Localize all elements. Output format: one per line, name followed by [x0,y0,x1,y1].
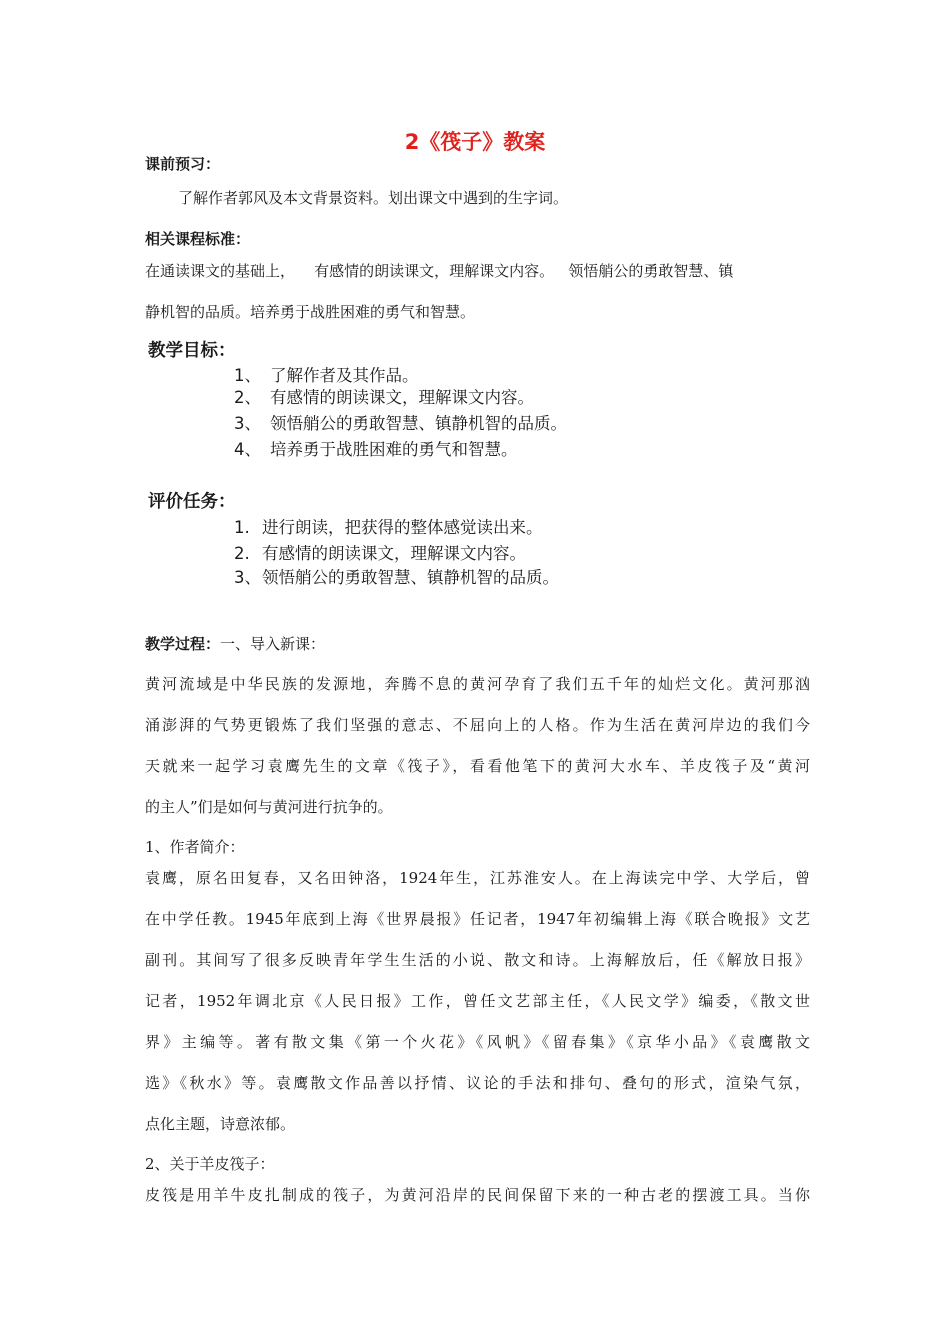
task-text: 进行朗读，把获得的整体感觉读出来。 [262,518,543,537]
objective-item [234,410,567,434]
task-number: 1. [234,518,250,537]
objective-item [234,384,534,408]
objective-item [234,436,518,460]
process-subheading: 一、导入新课： [220,635,326,653]
author-line: 袁鹰，原名田复春，又名田钟洛，1924年生，江苏淮安人。在上海读完中学、大学后，曾 [145,869,810,887]
intro-line: 天就来一起学习袁鹰先生的文章《筏子》，看看他笔下的黄河大水车、羊皮筏子及“黄河 [145,757,810,775]
task-item [234,540,526,564]
objective-text: 了解作者及其作品。 [270,366,419,385]
standards-line-1: 在通读课文的基础上， 有感情的朗读课文，理解课文内容。 领悟艄公的勇敢智慧、镇 [145,262,734,280]
document-title: 2《筏子》教案 [404,130,546,154]
author-line: 在中学任教。1945年底到上海《世界晨报》任记者，1947年初编辑上海《联合晚报》文艺 [145,910,810,928]
intro-line: 黄河流域是中华民族的发源地，奔腾不息的黄河孕育了我们五千年的灿烂文化。黄河那汹 [145,675,810,693]
objective-text: 有感情的朗读课文，理解课文内容。 [270,388,534,407]
objectives-heading: 教学目标： [148,341,236,361]
objective-number: 2、 [234,388,261,407]
objective-text: 培养勇于战胜困难的勇气和智慧。 [270,440,518,459]
task-number: 2. [234,544,250,563]
objective-number: 3、 [234,414,261,433]
raft-line: 皮筏是用羊牛皮扎制成的筏子，为黄河沿岸的民间保留下来的一种古老的摆渡工具。当你 [145,1186,810,1204]
author-heading: 1、作者简介： [145,838,245,856]
author-line: 副刊。其间写了很多反映青年学生生活的小说、散文和诗。上海解放后，任《解放日报》 [145,951,810,969]
objective-text: 领悟艄公的勇敢智慧、镇静机智的品质。 [270,414,567,433]
objective-number: 4、 [234,440,261,459]
author-line: 选》《秋水》等。袁鹰散文作品善以抒情、议论的手法和排句、叠句的形式，渲染气氛， [145,1074,810,1092]
preview-text: 了解作者郭风及本文背景资料。划出课文中遇到的生字词。 [178,189,569,207]
task-text: 有感情的朗读课文，理解课文内容。 [262,544,526,563]
task-text: 领悟艄公的勇敢智慧、镇静机智的品质。 [262,568,559,587]
task-item [234,564,559,588]
objective-item [234,362,419,386]
preview-heading: 课前预习： [145,155,221,173]
tasks-heading: 评价任务： [148,492,236,512]
process-heading: 教学过程： [145,635,221,653]
objective-number: 1、 [234,366,261,385]
intro-line: 涌澎湃的气势更锻炼了我们坚强的意志、不屈向上的人格。作为生活在黄河岸边的我们今 [145,716,810,734]
author-line: 记者，1952年调北京《人民日报》工作，曾任文艺部主任，《人民文学》编委，《散文世 [145,992,810,1010]
process-heading-line [145,634,810,654]
task-number: 3、 [234,568,261,587]
intro-line: 的主人”们是如何与黄河进行抗争的。 [145,798,393,816]
task-item [234,514,543,538]
standards-heading: 相关课程标准： [145,230,251,248]
standards-line-2: 静机智的品质。培养勇于战胜困难的勇气和智慧。 [145,303,476,321]
author-line: 界》主编等。著有散文集《第一个火花》《风帆》《留春集》《京华小品》《袁鹰散文 [145,1033,810,1051]
author-line: 点化主题，诗意浓郁。 [145,1115,296,1133]
raft-heading: 2、关于羊皮筏子： [145,1155,275,1173]
